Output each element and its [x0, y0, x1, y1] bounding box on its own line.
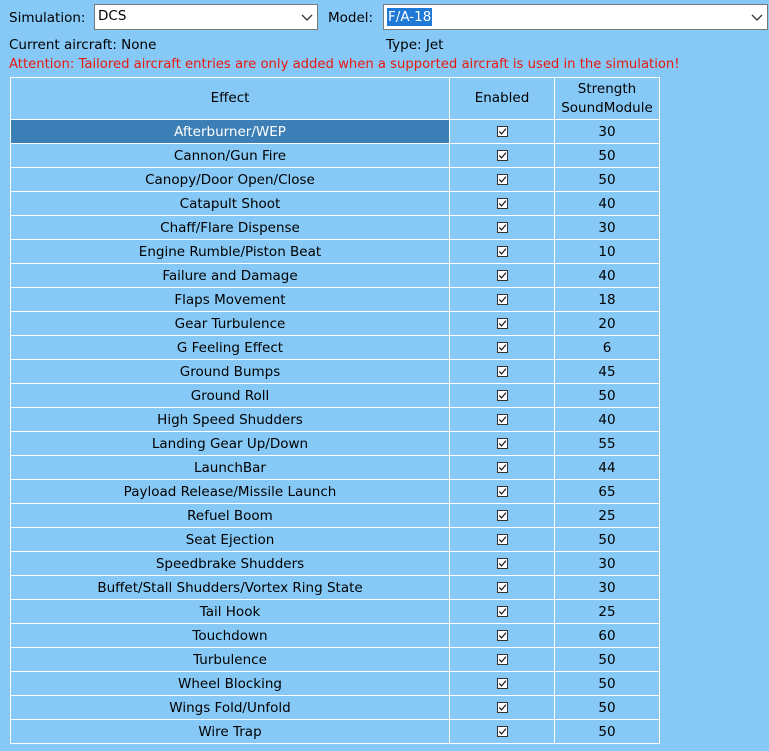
enabled-cell: [450, 624, 555, 648]
effect-cell[interactable]: Flaps Movement: [10, 288, 450, 312]
strength-cell[interactable]: 40: [555, 192, 660, 216]
checkmark-icon: [498, 319, 507, 328]
enabled-cell: [450, 528, 555, 552]
checkmark-icon: [498, 247, 507, 256]
table-row[interactable]: [10, 192, 660, 216]
checkmark-icon: [498, 199, 507, 208]
enabled-cell: [450, 336, 555, 360]
effect-cell[interactable]: Payload Release/Missile Launch: [10, 480, 450, 504]
effect-cell[interactable]: Engine Rumble/Piston Beat: [10, 240, 450, 264]
enabled-cell: [450, 600, 555, 624]
strength-cell[interactable]: 50: [555, 648, 660, 672]
effect-cell[interactable]: Ground Bumps: [10, 360, 450, 384]
table-row[interactable]: [10, 360, 660, 384]
enabled-cell: [450, 576, 555, 600]
enabled-cell: [450, 432, 555, 456]
table-row[interactable]: [10, 576, 660, 600]
table-row[interactable]: [10, 408, 660, 432]
checkmark-icon: [498, 679, 507, 688]
strength-cell[interactable]: 20: [555, 312, 660, 336]
enabled-checkbox[interactable]: [497, 270, 508, 281]
checkmark-icon: [498, 151, 507, 160]
table-row[interactable]: [10, 528, 660, 552]
enabled-checkbox[interactable]: [497, 342, 508, 353]
checkmark-icon: [498, 343, 507, 352]
strength-cell[interactable]: 50: [555, 672, 660, 696]
effect-cell[interactable]: Canopy/Door Open/Close: [10, 168, 450, 192]
enabled-checkbox[interactable]: [497, 654, 508, 665]
strength-cell[interactable]: 30: [555, 120, 660, 144]
enabled-cell: [450, 240, 555, 264]
enabled-checkbox[interactable]: [497, 438, 508, 449]
strength-cell[interactable]: 25: [555, 504, 660, 528]
strength-cell[interactable]: 44: [555, 456, 660, 480]
column-header-strength[interactable]: Strength SoundModule: [555, 77, 660, 120]
effect-cell[interactable]: Speedbrake Shudders: [10, 552, 450, 576]
enabled-cell: [450, 288, 555, 312]
strength-cell[interactable]: 6: [555, 336, 660, 360]
checkmark-icon: [498, 463, 507, 472]
enabled-checkbox[interactable]: [497, 366, 508, 377]
table-row[interactable]: [10, 384, 660, 408]
table-row[interactable]: [10, 168, 660, 192]
effect-cell[interactable]: Ground Roll: [10, 384, 450, 408]
effect-cell[interactable]: Wire Trap: [10, 720, 450, 744]
enabled-checkbox[interactable]: [497, 486, 508, 497]
enabled-cell: [450, 672, 555, 696]
checkmark-icon: [498, 631, 507, 640]
effect-cell[interactable]: Gear Turbulence: [10, 312, 450, 336]
effect-cell[interactable]: Buffet/Stall Shudders/Vortex Ring State: [10, 576, 450, 600]
enabled-checkbox[interactable]: [497, 126, 508, 137]
column-header-enabled[interactable]: Enabled: [450, 77, 555, 120]
table-row[interactable]: [10, 720, 660, 744]
column-header-effect[interactable]: Effect: [10, 77, 450, 120]
strength-cell[interactable]: 50: [555, 168, 660, 192]
strength-cell[interactable]: 18: [555, 288, 660, 312]
checkmark-icon: [498, 367, 507, 376]
checkmark-icon: [498, 391, 507, 400]
effect-cell[interactable]: Landing Gear Up/Down: [10, 432, 450, 456]
table-row[interactable]: [10, 480, 660, 504]
model-select-value: F/A-18: [388, 9, 432, 25]
enabled-checkbox[interactable]: [497, 150, 508, 161]
table-row[interactable]: [10, 624, 660, 648]
checkmark-icon: [498, 559, 507, 568]
strength-cell[interactable]: 25: [555, 600, 660, 624]
checkmark-icon: [498, 223, 507, 232]
enabled-cell: [450, 384, 555, 408]
enabled-checkbox[interactable]: [497, 174, 508, 185]
strength-cell[interactable]: 55: [555, 432, 660, 456]
table-header: [10, 77, 660, 120]
model-select[interactable]: [383, 4, 768, 30]
checkmark-icon: [498, 271, 507, 280]
chevron-down-icon: [751, 11, 763, 23]
table-row[interactable]: [10, 504, 660, 528]
table-row[interactable]: [10, 648, 660, 672]
chevron-down-icon: [301, 11, 313, 23]
effect-cell[interactable]: Catapult Shoot: [10, 192, 450, 216]
strength-cell[interactable]: 10: [555, 240, 660, 264]
enabled-checkbox[interactable]: [497, 390, 508, 401]
enabled-checkbox[interactable]: [497, 630, 508, 641]
strength-cell[interactable]: 40: [555, 264, 660, 288]
strength-cell[interactable]: 50: [555, 528, 660, 552]
enabled-cell: [450, 192, 555, 216]
checkmark-icon: [498, 415, 507, 424]
checkmark-icon: [498, 295, 507, 304]
simulation-select[interactable]: [94, 4, 318, 30]
effect-cell[interactable]: High Speed Shudders: [10, 408, 450, 432]
effect-cell[interactable]: Cannon/Gun Fire: [10, 144, 450, 168]
enabled-cell: [450, 504, 555, 528]
checkmark-icon: [498, 703, 507, 712]
enabled-checkbox[interactable]: [497, 318, 508, 329]
effect-cell[interactable]: Wings Fold/Unfold: [10, 696, 450, 720]
enabled-cell: [450, 456, 555, 480]
table-row[interactable]: [10, 312, 660, 336]
strength-cell[interactable]: 50: [555, 144, 660, 168]
enabled-checkbox[interactable]: [497, 198, 508, 209]
strength-cell[interactable]: 50: [555, 696, 660, 720]
strength-cell[interactable]: 40: [555, 408, 660, 432]
strength-cell[interactable]: 60: [555, 624, 660, 648]
enabled-cell: [450, 360, 555, 384]
table-row[interactable]: [10, 240, 660, 264]
strength-cell[interactable]: 30: [555, 216, 660, 240]
enabled-cell: [450, 480, 555, 504]
strength-cell[interactable]: 30: [555, 576, 660, 600]
table-row[interactable]: [10, 216, 660, 240]
checkmark-icon: [498, 727, 507, 736]
enabled-cell: [450, 720, 555, 744]
strength-cell[interactable]: 30: [555, 552, 660, 576]
enabled-checkbox[interactable]: [497, 414, 508, 425]
table-row[interactable]: [10, 456, 660, 480]
effect-cell[interactable]: Touchdown: [10, 624, 450, 648]
effects-table: [10, 77, 660, 744]
effect-cell[interactable]: Tail Hook: [10, 600, 450, 624]
effect-cell[interactable]: LaunchBar: [10, 456, 450, 480]
checkmark-icon: [498, 127, 507, 136]
enabled-checkbox[interactable]: [497, 582, 508, 593]
table-row[interactable]: [10, 672, 660, 696]
table-row[interactable]: [10, 600, 660, 624]
enabled-cell: [450, 264, 555, 288]
enabled-cell: [450, 696, 555, 720]
attention-message: Attention: Tailored aircraft entries are only added when a supported aircraft is used in the simulation!: [9, 57, 680, 72]
checkmark-icon: [498, 439, 507, 448]
checkmark-icon: [498, 607, 507, 616]
effect-cell[interactable]: Seat Ejection: [10, 528, 450, 552]
checkmark-icon: [498, 175, 507, 184]
checkmark-icon: [498, 511, 507, 520]
enabled-checkbox[interactable]: [497, 702, 508, 713]
enabled-cell: [450, 312, 555, 336]
checkmark-icon: [498, 655, 507, 664]
enabled-cell: [450, 168, 555, 192]
strength-cell[interactable]: 50: [555, 384, 660, 408]
table-row[interactable]: [10, 336, 660, 360]
enabled-cell: [450, 144, 555, 168]
enabled-checkbox[interactable]: [497, 534, 508, 545]
enabled-checkbox[interactable]: [497, 726, 508, 737]
enabled-checkbox[interactable]: [497, 558, 508, 569]
current-aircraft-label: Current aircraft: None: [9, 37, 157, 53]
effect-cell[interactable]: Refuel Boom: [10, 504, 450, 528]
effect-cell[interactable]: Turbulence: [10, 648, 450, 672]
table-row[interactable]: [10, 144, 660, 168]
checkmark-icon: [498, 583, 507, 592]
effect-cell[interactable]: Chaff/Flare Dispense: [10, 216, 450, 240]
enabled-checkbox[interactable]: [497, 222, 508, 233]
enabled-checkbox[interactable]: [497, 678, 508, 689]
simulation-select-value: DCS: [98, 8, 127, 24]
aircraft-type-label: Type: Jet: [386, 37, 444, 53]
table-row[interactable]: [10, 432, 660, 456]
strength-cell[interactable]: 50: [555, 720, 660, 744]
table-row[interactable]: [10, 120, 660, 144]
effect-cell[interactable]: Wheel Blocking: [10, 672, 450, 696]
strength-cell[interactable]: 45: [555, 360, 660, 384]
effect-cell[interactable]: Afterburner/WEP: [10, 120, 450, 144]
enabled-cell: [450, 216, 555, 240]
enabled-checkbox[interactable]: [497, 510, 508, 521]
enabled-cell: [450, 120, 555, 144]
checkmark-icon: [498, 487, 507, 496]
table-row[interactable]: [10, 696, 660, 720]
enabled-cell: [450, 648, 555, 672]
model-label: Model:: [328, 10, 374, 26]
enabled-cell: [450, 408, 555, 432]
enabled-checkbox[interactable]: [497, 462, 508, 473]
effect-cell[interactable]: G Feeling Effect: [10, 336, 450, 360]
effect-cell[interactable]: Failure and Damage: [10, 264, 450, 288]
enabled-checkbox[interactable]: [497, 606, 508, 617]
table-row[interactable]: [10, 552, 660, 576]
enabled-cell: [450, 552, 555, 576]
enabled-checkbox[interactable]: [497, 246, 508, 257]
checkmark-icon: [498, 535, 507, 544]
table-row[interactable]: [10, 288, 660, 312]
table-row[interactable]: [10, 264, 660, 288]
enabled-checkbox[interactable]: [497, 294, 508, 305]
table-body: [10, 120, 660, 744]
simulation-label: Simulation:: [9, 10, 86, 26]
strength-cell[interactable]: 65: [555, 480, 660, 504]
